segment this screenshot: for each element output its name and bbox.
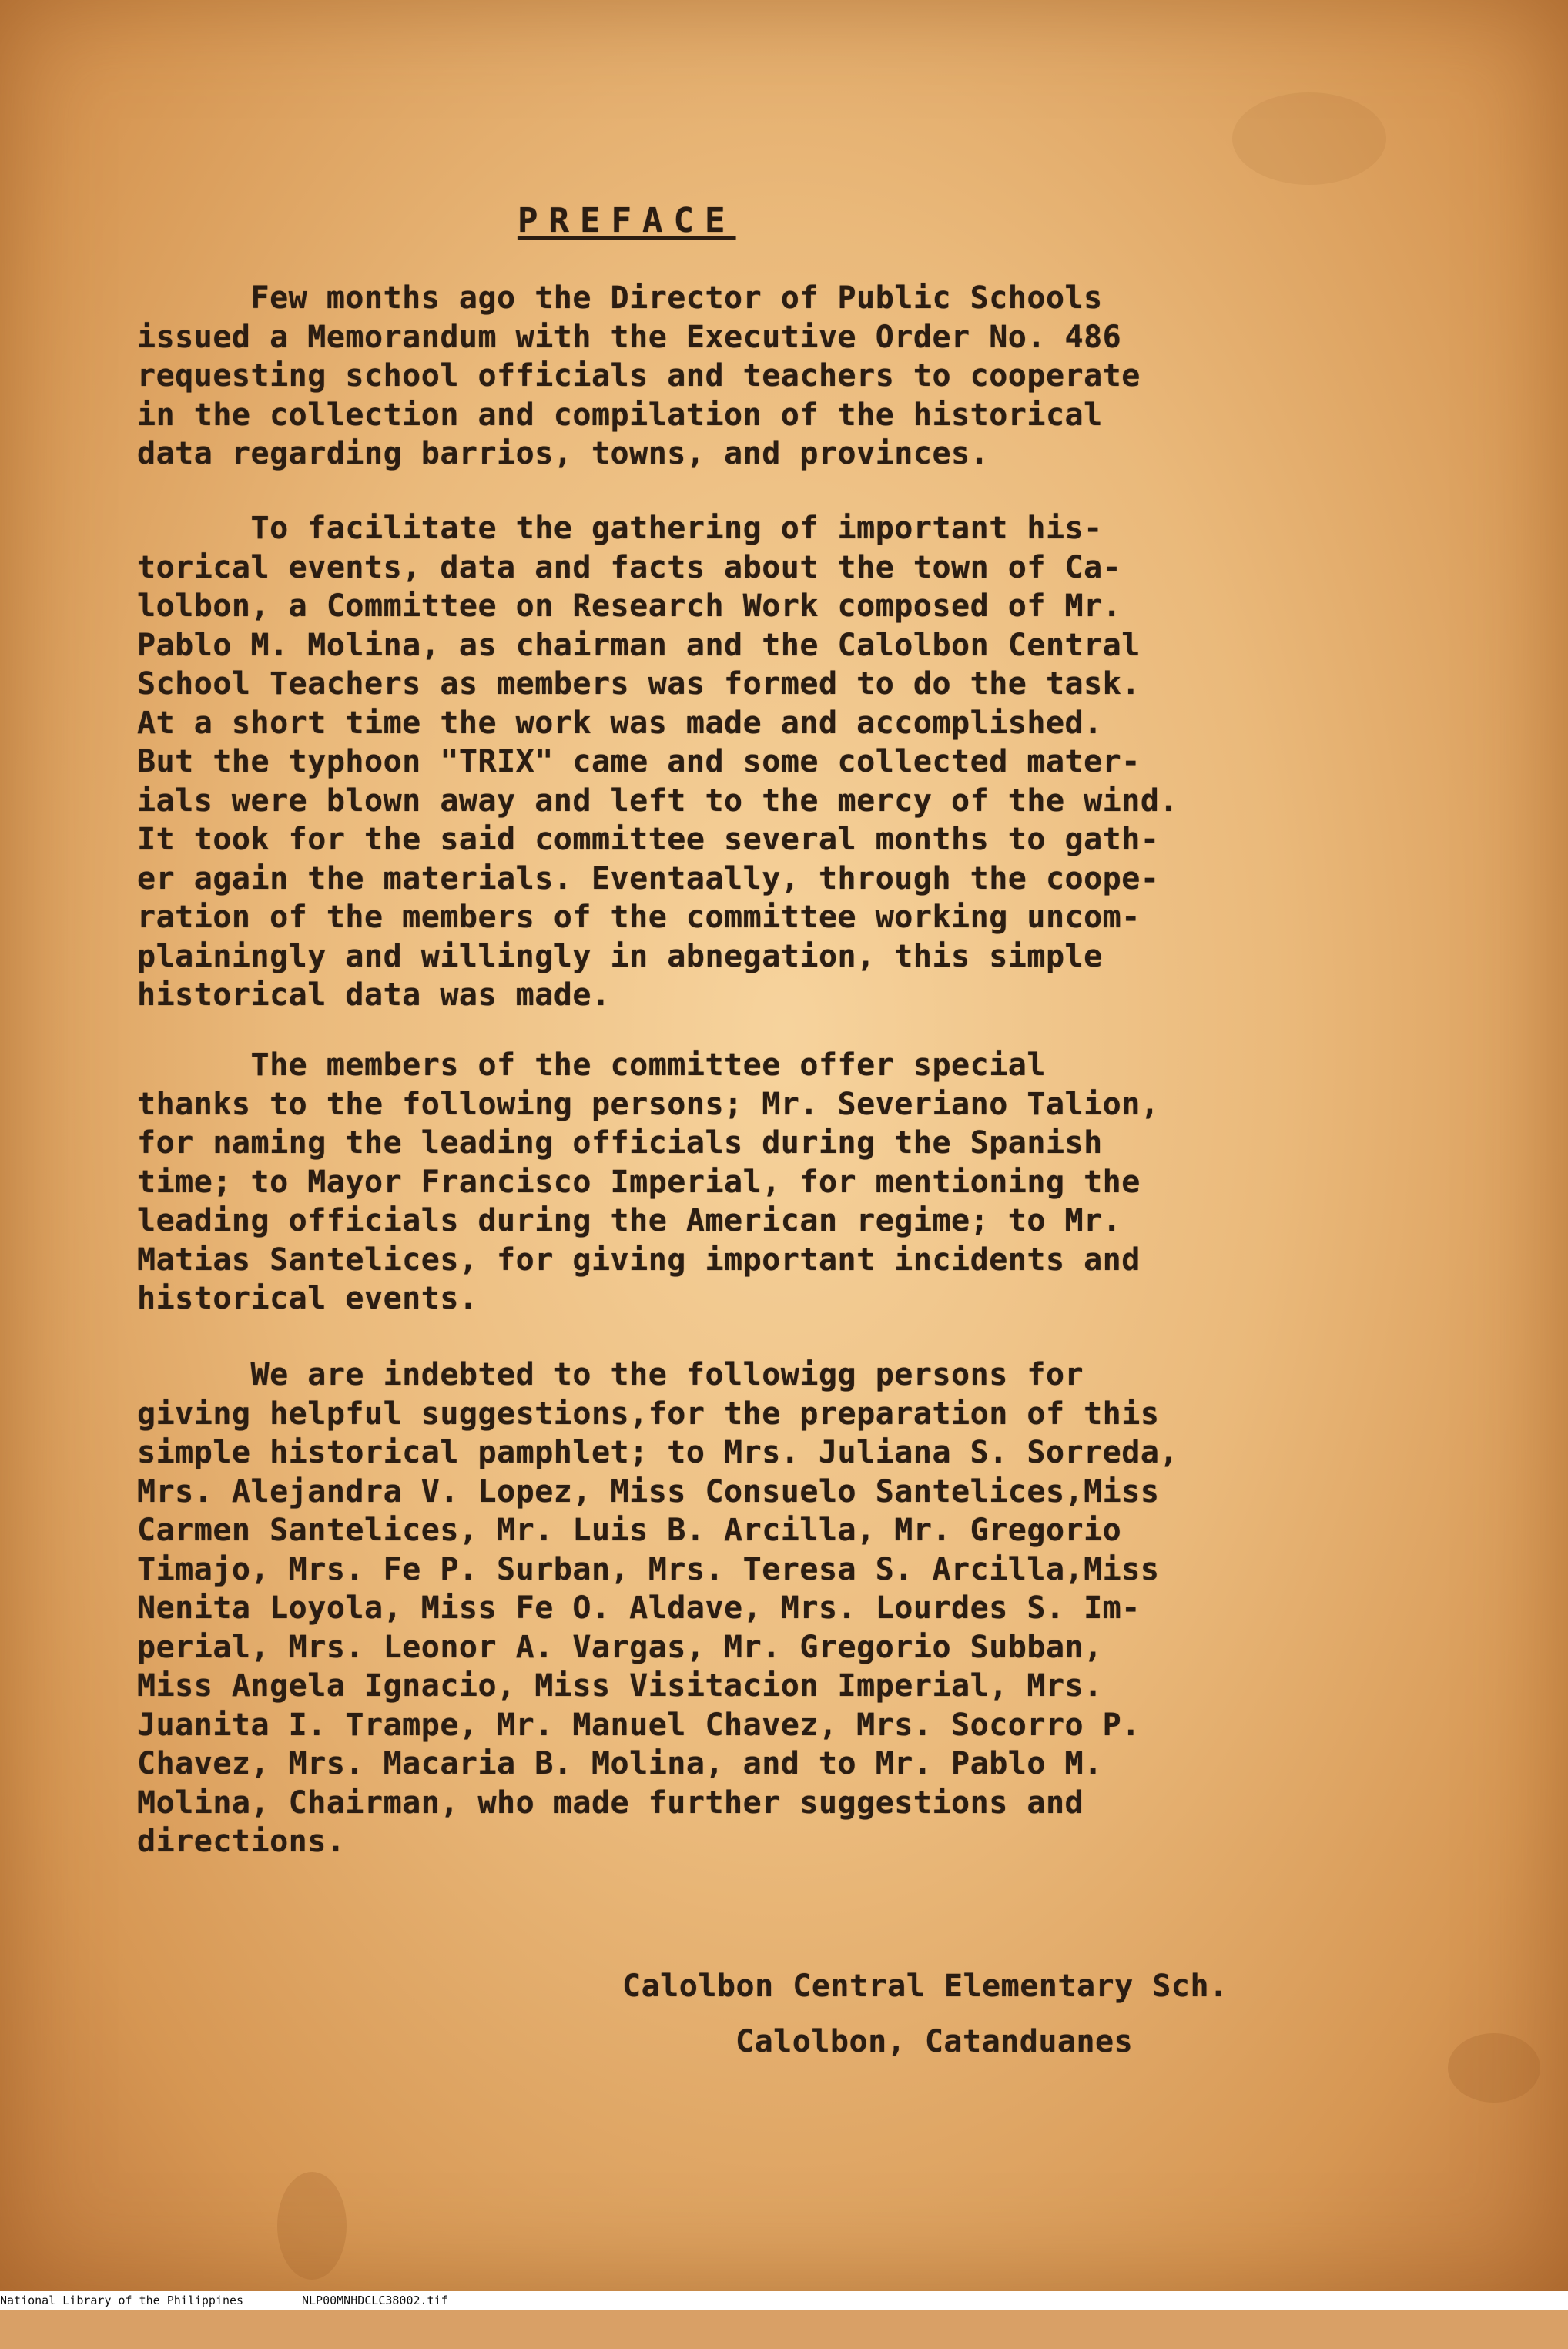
footer-filename: NLP00MNHDCLC38002.tif [302, 2294, 448, 2307]
archive-footer [0, 2291, 1568, 2310]
paper-stain [1232, 92, 1386, 185]
footer-library-name: National Library of the Philippines [0, 2294, 244, 2307]
page-title: PREFACE [518, 201, 736, 240]
paragraph-committee: To facilitate the gathering of important his- torical events, data and facts about the town of Ca- lolbon, a Committee on Research Work composed of Mr. Pablo M. Molina, as chairman and the Calolbon Central School Teachers as members was formed to do the task. At a short time the work was made and accomplished. But the typhoon "TRIX" came and some collected mater- ials were blown away and left to the mercy of the wind. It took for the said committee several months to gath- er again the materials. Eventaally, through the coope- ration of the members of the committee working uncom- plainingly and willingly in abnegation, this simple historical data was made. [137, 511, 1179, 1013]
paper-stain [1448, 2033, 1540, 2103]
signature-school: Calolbon Central Elementary Sch. [622, 1969, 1228, 2004]
signature-location: Calolbon, Catanduanes [735, 2024, 1134, 2059]
paragraph-indebted: We are indebted to the followigg persons for giving helpful suggestions,for the preparation of this simple historical pamphlet; to Mrs. Juliana S. Sorreda, Mrs. Alejandra V. Lopez, Miss Consuelo Santelices,Miss Carmen Santelices, Mr. Luis B. Arcilla, Mr. Gregorio Timajo, Mrs. Fe P. Surban, Mrs. Teresa S. Arcilla,Miss Nenita Loyola, Miss Fe O. Aldave, Mrs. Lourdes S. Im- perial, Mrs. Leonor A. Vargas, Mr. Gregorio Subban, Miss Angela Ignacio, Miss Visitacion Imperial, Mrs. Juanita I. Trampe, Mr. Manuel Chavez, Mrs. Socorro P. Chavez, Mrs. Macaria B. Molina, and to Mr. Pablo M. Molina, Chairman, who made further suggestions and directions. [137, 1357, 1179, 1859]
paragraph-memorandum: Few months ago the Director of Public Schools issued a Memorandum with the Executive Order No. 486 requesting school officials and teachers to cooperate in the collection and compilation of the historical data regarding barrios, towns, and provinces. [137, 280, 1141, 471]
paper-stain [277, 2172, 347, 2280]
paragraph-thanks: The members of the committee offer special thanks to the following persons; Mr. Severiano Talion, for naming the leading officials during the Spanish time; to Mayor Francisco Imperial, for mentioning the leading officials during the American regime; to Mr. Matias Santelices, for giving important incidents and historical events. [137, 1047, 1160, 1316]
